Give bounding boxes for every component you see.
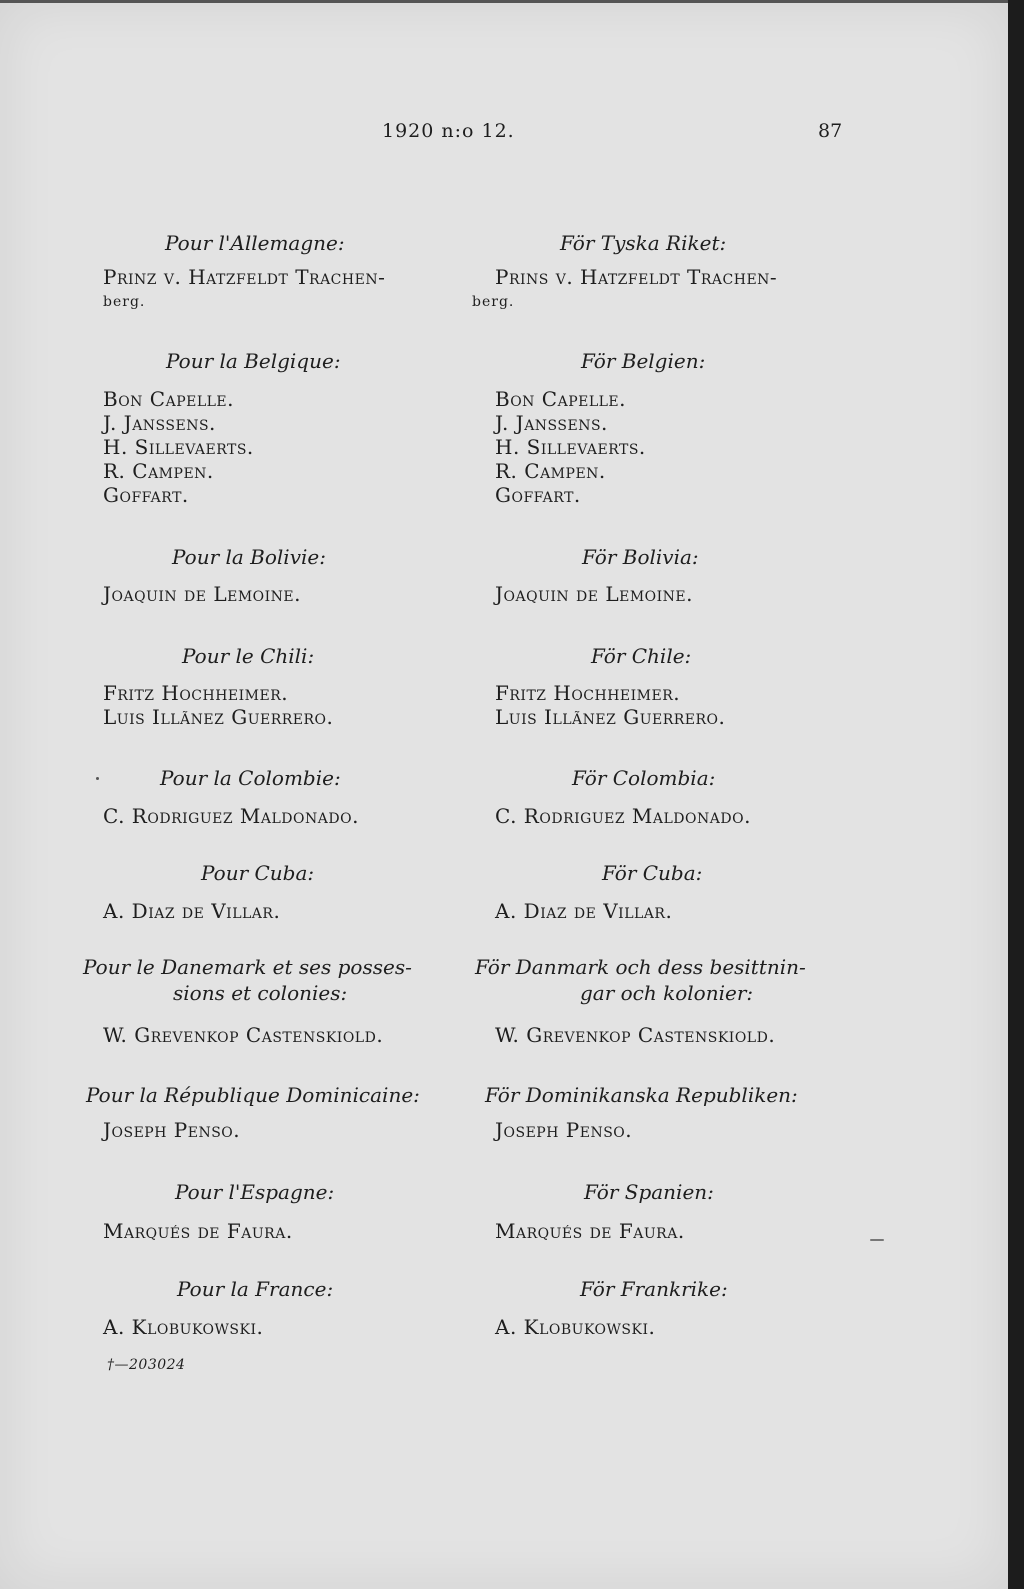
heading-germany-sv: För Tyska Riket:	[560, 231, 727, 255]
signatory-spain-1: Marqués de Faura.	[103, 1219, 293, 1243]
signatory-belgium-3: H. Sillevaerts.	[103, 435, 254, 459]
heading-denmark-line2: sions et colonies:	[173, 981, 348, 1005]
signatory-belgium-5: Goffart.	[103, 483, 189, 507]
signatory-belgium-sv-5: Goffart.	[495, 483, 581, 507]
page-right-edge	[1008, 0, 1024, 1589]
heading-chile-sv: För Chile:	[591, 644, 692, 668]
signatory-cuba-1: A. Diaz de Villar.	[103, 899, 281, 923]
heading-belgium-sv: För Belgien:	[581, 349, 706, 373]
heading-dominican: Pour la République Dominicaine:	[86, 1083, 420, 1107]
paper-mark	[870, 1239, 884, 1241]
heading-bolivia: Pour la Bolivie:	[172, 545, 326, 569]
signatory-chile-sv-2: Luis Illãnez Guerrero.	[495, 705, 726, 729]
signatory-colombia-1: C. Rodriguez Maldonado.	[103, 804, 359, 828]
signatory-bolivia-1: Joaquin de Lemoine.	[103, 582, 301, 606]
heading-denmark-sv-line1: För Danmark och dess besittnin-	[475, 955, 806, 979]
signatory-denmark-1: W. Grevenkop Castenskiold.	[103, 1023, 384, 1047]
signatory-belgium-2: J. Janssens.	[103, 411, 216, 435]
signatory-chile-2: Luis Illãnez Guerrero.	[103, 705, 334, 729]
heading-france-sv: För Frankrike:	[580, 1277, 728, 1301]
heading-bolivia-sv: För Bolivia:	[582, 545, 699, 569]
heading-belgium: Pour la Belgique:	[166, 349, 341, 373]
heading-denmark-line1: Pour le Danemark et ses posses-	[83, 955, 412, 979]
signatory-belgium-sv-4: R. Campen.	[495, 459, 606, 483]
heading-denmark-sv-line2: gar och kolonier:	[580, 981, 754, 1005]
signatory-colombia-sv-1: C. Rodriguez Maldonado.	[495, 804, 751, 828]
signatory-belgium-1: Bon Capelle.	[103, 387, 235, 411]
heading-cuba: Pour Cuba:	[201, 861, 315, 885]
heading-colombia-sv: För Colombia:	[572, 766, 716, 790]
signatory-belgium-sv-2: J. Janssens.	[495, 411, 608, 435]
signatory-denmark-sv-1: W. Grevenkop Castenskiold.	[495, 1023, 776, 1047]
signatory-france-1: A. Klobukowski.	[103, 1315, 264, 1339]
page-header	[100, 120, 850, 148]
signatory-dominican-1: Joseph Penso.	[103, 1118, 241, 1142]
signatory-belgium-sv-1: Bon Capelle.	[495, 387, 627, 411]
page-number: 87	[818, 120, 843, 142]
heading-germany: Pour l'Allemagne:	[165, 231, 345, 255]
signatory-spain-sv-1: Marqués de Faura.	[495, 1219, 685, 1243]
heading-chile: Pour le Chili:	[182, 644, 315, 668]
signatory-germany-line2: berg.	[103, 294, 146, 310]
heading-colombia: Pour la Colombie:	[160, 766, 341, 790]
heading-spain-sv: För Spanien:	[584, 1180, 714, 1204]
header-issue: 1920 n:o 12.	[382, 120, 515, 142]
signatory-germany-line1: Prinz v. Hatzfeldt Trachen-	[103, 265, 386, 289]
heading-cuba-sv: För Cuba:	[602, 861, 703, 885]
signatory-belgium-sv-3: H. Sillevaerts.	[495, 435, 646, 459]
page-top-edge	[0, 0, 1008, 3]
heading-france: Pour la France:	[177, 1277, 334, 1301]
signatory-france-sv-1: A. Klobukowski.	[495, 1315, 656, 1339]
signatory-germany-sv-line2: berg.	[472, 294, 515, 310]
signatory-chile-sv-1: Fritz Hochheimer.	[495, 681, 681, 705]
signatory-chile-1: Fritz Hochheimer.	[103, 681, 289, 705]
signatory-belgium-4: R. Campen.	[103, 459, 214, 483]
paper-speck	[96, 777, 99, 780]
heading-dominican-sv: För Dominikanska Republiken:	[485, 1083, 798, 1107]
heading-spain: Pour l'Espagne:	[175, 1180, 335, 1204]
signatory-cuba-sv-1: A. Diaz de Villar.	[495, 899, 673, 923]
signatory-dominican-sv-1: Joseph Penso.	[495, 1118, 633, 1142]
signatory-bolivia-sv-1: Joaquin de Lemoine.	[495, 582, 693, 606]
signatory-germany-sv-line1: Prins v. Hatzfeldt Trachen-	[495, 265, 778, 289]
footnote-print-number: †—203024	[107, 1357, 186, 1373]
